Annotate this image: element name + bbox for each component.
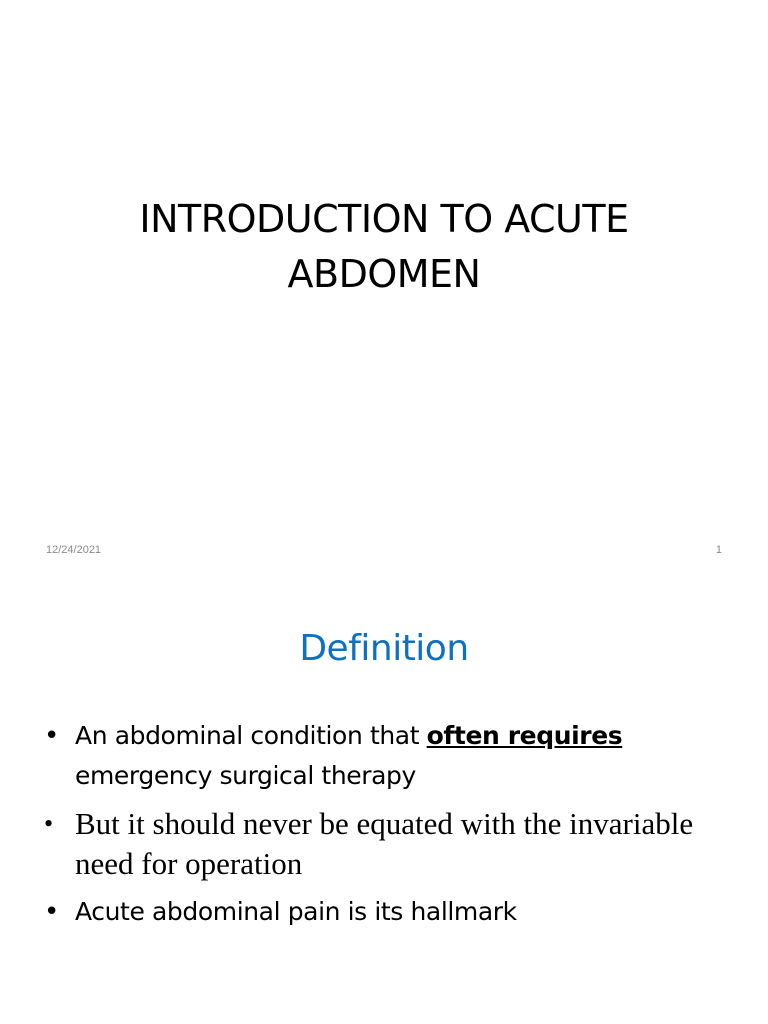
bullet-marker: • xyxy=(44,721,59,751)
bullet-text: But it should never be equated with the invariable need for operation xyxy=(75,806,694,881)
bullet-text: Acute abdominal pain is its hallmark xyxy=(75,897,517,926)
definition-heading: Definition xyxy=(299,628,469,669)
slide-number: 1 xyxy=(715,544,722,556)
slide-title-line-2: ABDOMEN xyxy=(287,252,481,296)
definition-bullet-list xyxy=(44,716,724,940)
bullet-marker: • xyxy=(44,897,59,927)
bullet-item xyxy=(44,716,724,796)
slide-title-line-1: INTRODUCTION TO ACUTE xyxy=(139,197,629,241)
bullet-text-start: An abdominal condition that xyxy=(75,721,427,750)
bullet-item xyxy=(44,804,724,884)
slide-date: 12/24/2021 xyxy=(46,544,102,556)
slide-title xyxy=(60,192,708,302)
bullet-text-end: emergency surgical therapy xyxy=(75,761,416,790)
bullet-marker: • xyxy=(44,809,54,838)
bullet-emphasis: often requires xyxy=(426,721,623,750)
bullet-item xyxy=(44,892,724,932)
definition-slide xyxy=(0,576,768,1024)
